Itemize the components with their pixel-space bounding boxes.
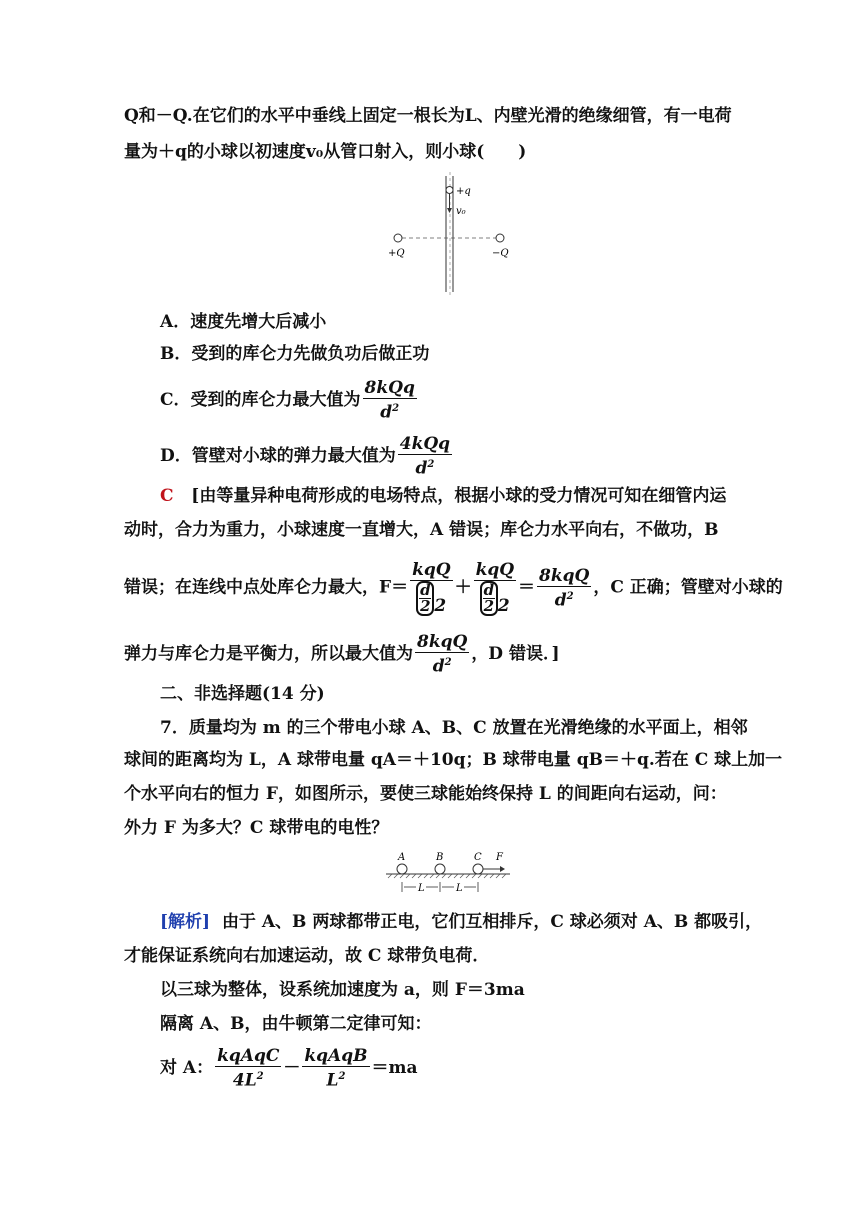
q6-stem-line2: 量为＋q的小球以初速度v₀从管口射入，则小球( )	[124, 142, 527, 162]
ball-a-icon	[397, 864, 407, 874]
answer-line3: 错误；在连线中点处库仑力最大，F＝ $\frac{\text{kqQ}}{\frac{d}{2}2}$ ＋ $\frac{\text{kqQ}}{\frac{d}{2}2}$ ＝ $\frac{\text{8kqQ}}{d^2}$ ，C 正确；管壁对小球的	[124, 560, 783, 616]
analysis-label: [解析]	[160, 912, 211, 932]
analysis-line3: 以三球为整体，设系统加速度为 a，则 F＝3ma	[160, 980, 525, 1000]
coulomb-fraction-2: $\frac{\text{kqQ}}{\frac{d}{2}2}$	[475, 560, 515, 616]
answer-line1	[160, 484, 726, 508]
fig-plus-Q-label: +Q	[388, 248, 405, 259]
fig-minus-Q-label: −Q	[492, 248, 509, 259]
option-c-text: C．受到的库仑力最大值为	[160, 389, 361, 410]
equation-fraction-1: $\frac{\text{kqAqC}}{4L^2}$	[217, 1046, 280, 1091]
answer-line2: 动时，合力为重力，小球速度一直增大，A 错误；库仑力水平向右，不做功，B	[124, 520, 719, 540]
option-c-fraction: $\frac{\text{8kQq}}{d^2}$	[364, 378, 415, 423]
force-arrow-icon	[500, 866, 505, 872]
answer-line4: 弹力与库仑力是平衡力，所以最大值为 $\frac{\text{8kqQ}}{d^2}$ ，D 错误．]	[124, 632, 560, 677]
q6-figure	[380, 172, 520, 296]
fig-plus-q-label: +q	[456, 186, 471, 197]
minus-charge-icon	[496, 234, 504, 242]
answer-text1: [由等量异种电荷形成的电场特点，根据小球的受力情况可知在细管内运	[191, 486, 727, 506]
answer-letter: C	[160, 486, 174, 506]
analysis-line4: 隔离 A、B，由牛顿第二定律可知：	[160, 1014, 432, 1034]
option-c-den: d	[380, 402, 393, 423]
q6-stem-line1: Q和－Q.在它们的水平中垂线上固定一根长为L、内壁光滑的绝缘细管，有一电荷	[124, 106, 732, 126]
ball-b-icon	[435, 864, 445, 874]
q7-line4: 外力 F 为多大？C 球带电的电性？	[124, 818, 389, 838]
q7-line3: 个水平向右的恒力 F，如图所示，要使三球能始终保持 L 的间距向右运动，问：	[124, 784, 727, 804]
svg-text:B: B	[436, 852, 444, 863]
svg-text:L: L	[418, 883, 425, 894]
option-c	[160, 378, 419, 423]
coulomb-result-fraction: $\frac{\text{8kqQ}}{d^2}$	[539, 565, 590, 611]
option-c-num: 8kQq	[364, 378, 415, 398]
equation-fraction-2: $\frac{\text{kqAqB}}{L^2}$	[304, 1046, 368, 1091]
svg-text:F: F	[496, 852, 503, 863]
coulomb-fraction-1: $\frac{\text{kqQ}}{\frac{d}{2}2}$	[412, 560, 451, 616]
option-b: B．受到的库仑力先做负功后做正功	[160, 344, 430, 364]
ball-c-icon	[473, 864, 483, 874]
answer-line3-pre: 错误；在连线中点处库仑力最大，F＝	[124, 577, 409, 598]
option-d-text: D．管壁对小球的弹力最大值为	[160, 445, 396, 466]
max-force-fraction: $\frac{\text{8kqQ}}{d^2}$	[417, 632, 468, 677]
svg-text:L: L	[456, 883, 463, 894]
svg-text:C: C	[474, 852, 482, 863]
q7-figure	[384, 848, 514, 896]
option-d-fraction: $\frac{\text{4kQq}}{d^2}$	[399, 434, 451, 479]
analysis-line2: 才能保证系统向右加速运动，故 C 球带负电荷．	[124, 946, 490, 966]
plus-charge-icon	[394, 234, 402, 242]
section-title: 二、非选择题(14 分)	[160, 684, 325, 704]
svg-text:A: A	[398, 852, 406, 863]
fig-v0-label: v₀	[456, 206, 466, 217]
answer-line3-post: ，C 正确；管壁对小球的	[593, 577, 783, 598]
option-a: A．速度先增大后减小	[160, 312, 327, 332]
small-ball-icon	[446, 187, 453, 194]
q7-line2: 球间的距离均为 L，A 球带电量 qA＝＋10q；B 球带电量 qB＝＋q.若在 C 球上加一	[124, 750, 783, 770]
analysis-line1: [解析] 由于 A、B 两球都带正电，它们互相排斥，C 球必须对 A、B 都吸引，	[160, 912, 763, 932]
option-d-den: d	[415, 458, 428, 479]
equation-for-a: 对 A： $\frac{\text{kqAqC}}{4L^2}$ － $\frac{\text{kqAqB}}{L^2}$ ＝ma	[160, 1046, 418, 1091]
option-d-num: 4kQq	[399, 434, 451, 454]
option-d	[160, 434, 454, 479]
q7-line1: 7．质量均为 m 的三个带电小球 A、B、C 放置在光滑绝缘的水平面上，相邻	[160, 718, 748, 738]
